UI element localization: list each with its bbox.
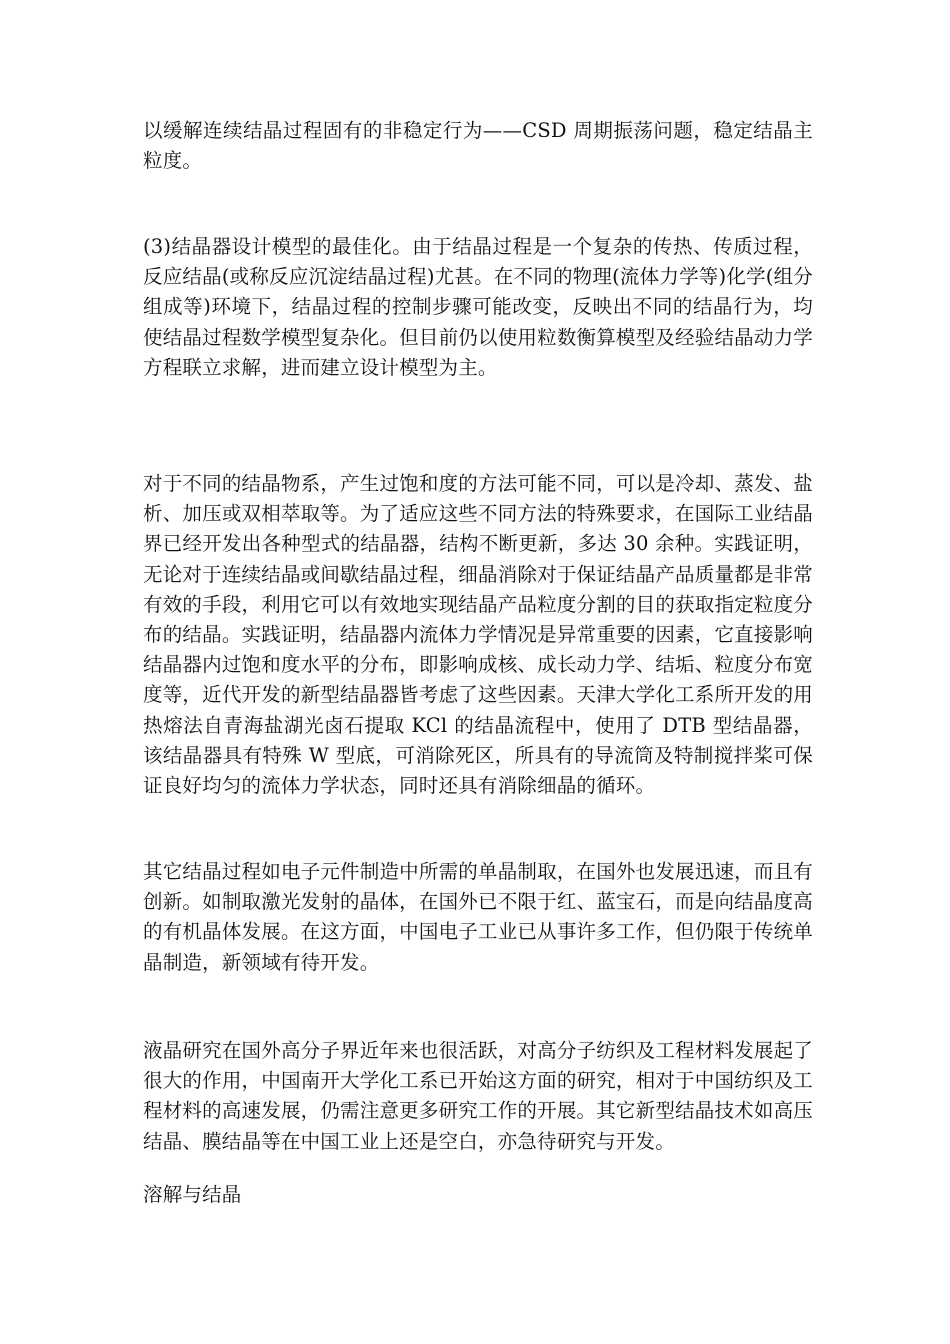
paragraph-liquid-crystal: 液晶研究在国外高分子界近年来也很活跃，对高分子纺织及工程材料发展起了很大的作用，中国南开大学化工系已开始这方面的研究，相对于中国纺织及工程材料的高速发展，仍需注意更多研究工作的开展。其它新型结晶技术如高压结晶、膜结晶等在中国工业上还是空白，亦急待研究与开发。: [143, 1039, 813, 1153]
paragraph-crystallizer-design-model: (3)结晶器设计模型的最佳化。由于结晶过程是一个复杂的传热、传质过程，反应结晶(或称反应沉淀结晶过程)尤甚。在不同的物理(流体力学等)化学(组分组成等)环境下，结晶过程的控制步骤可能改变，反映出不同的结晶行为，均使结晶过程数学模型复杂化。但目前仍以使用粒数衡算模型及经验结晶动力学方程联立求解，进而建立设计模型为主。: [143, 235, 813, 379]
paragraph-single-crystal: 其它结晶过程如电子元件制造中所需的单晶制取，在国外也发展迅速，而且有创新。如制取激光发射的晶体，在国外已不限于红、蓝宝石，而是向结晶度高的有机晶体发展。在这方面，中国电子工业已从事许多工作，但仍限于传统单晶制造，新领域有待开发。: [143, 860, 813, 974]
section-heading-dissolution-crystallization: 溶解与结晶: [143, 1183, 242, 1206]
paragraph-csd-oscillation: 以缓解连续结晶过程固有的非稳定行为——CSD 周期振荡问题，稳定结晶主粒度。: [143, 119, 813, 173]
paragraph-crystallizer-types: 对于不同的结晶物系，产生过饱和度的方法可能不同，可以是冷却、蒸发、盐析、加压或双相萃取等。为了适应这些不同方法的特殊要求，在国际工业结晶界已经开发出各种型式的结晶器，结构不断更新，多达 30 余种。实践证明，无论对于连续结晶或间歇结晶过程，细晶消除对于保证结晶产品质量都是非常有效的手段，利用它可以有效地实现结晶产品粒度分割的目的获取指定粒度分布的结晶。实践证明，结晶器内流体力学情况是异常重要的因素，它直接影响结晶器内过饱和度水平的分布，即影响成核、成长动力学、结垢、粒度分布宽度等，近代开发的新型结晶器皆考虑了这些因素。天津大学化工系所开发的用热熔法自青海盐湖光卤石提取 KCl 的结晶流程中，使用了 DTB 型结晶器，该结晶器具有特殊 W 型底，可消除死区，所具有的导流筒及特制搅拌桨可保证良好均匀的流体力学状态，同时还具有消除细晶的循环。: [143, 472, 813, 798]
